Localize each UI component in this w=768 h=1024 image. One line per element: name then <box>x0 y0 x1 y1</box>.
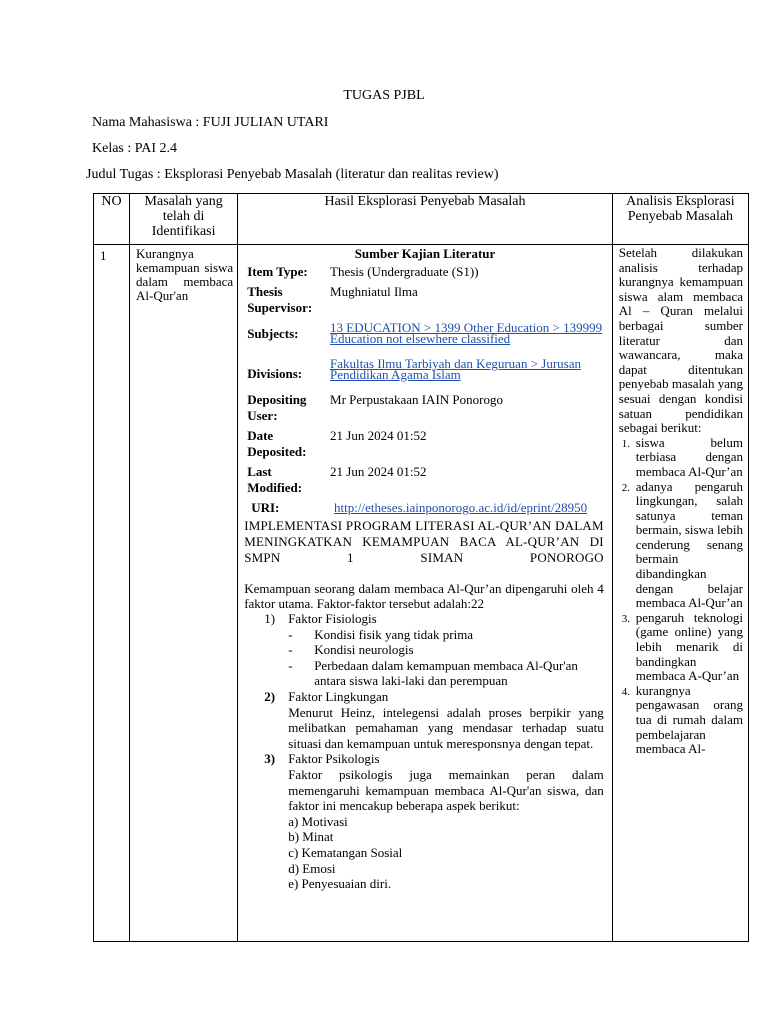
class-label: Kelas : PAI 2.4 <box>92 141 178 156</box>
meta-value-cell <box>330 320 612 356</box>
meta-row <box>247 500 612 518</box>
list-item: e) Penyesuaian diri. <box>288 876 392 892</box>
masalah-text: Kurangnya kemampuan siswa dalam membaca Al-Qur'an <box>136 246 234 303</box>
meta-value-cell <box>330 356 612 392</box>
meta-key: URI: <box>251 500 280 515</box>
repository-metadata <box>247 264 612 518</box>
meta-key: Date Deposited: <box>247 428 307 459</box>
meta-value: Thesis (Undergraduate (S1)) <box>330 264 479 279</box>
list-item: - Kondisi neurologis <box>288 642 414 658</box>
faktor-1-list <box>238 627 612 689</box>
divisions-link[interactable]: Fakultas Ilmu Tarbiyah dan Keguruan > Jurusan Pendidikan Agama Islam <box>330 356 581 382</box>
list-item: 4. kurangnya pengawasan orang tua di rumah dalam pembelajaran membaca Al- <box>633 684 743 757</box>
hasil-cell <box>238 245 613 942</box>
student-name: Nama Mahasiswa : FUJI JULIAN UTARI <box>92 115 329 130</box>
faktor-title: Faktor Fisiologis <box>288 611 377 626</box>
meta-value: 21 Jun 2024 01:52 <box>330 428 427 443</box>
meta-row <box>247 284 612 320</box>
list-item-text: Kondisi neurologis <box>314 642 414 658</box>
intro-paragraph: Kemampuan seorang dalam membaca Al-Qur’an dipengaruhi oleh 4 faktor utama. Faktor-faktor tersebut adalah:22 <box>244 581 604 611</box>
faktor-number: 1) <box>264 611 276 626</box>
faktor-2-text: Menurut Heinz, intelegensi adalah proses berpikir yang melibatkan pemahaman yang mendasar terhadap suatu situasi dan kemampuan untuk meresponsnya dengan tepat. <box>288 704 604 751</box>
list-item: 3. pengaruh teknologi (game online) yang lebih menarik di bandingkan membaca A-Qur’an <box>633 611 743 684</box>
header-hasil: Hasil Eksplorasi Penyebab Masalah <box>238 194 613 245</box>
meta-key: Item Type: <box>247 264 308 279</box>
faktor-title: Faktor Lingkungan <box>288 688 389 704</box>
meta-row <box>247 264 612 284</box>
faktor-3 <box>238 751 612 767</box>
list-item: - Perbedaan dalam kemampuan membaca Al-Qur'an antara siswa laki-laki dan perempuan <box>288 658 612 689</box>
meta-value: Mr Perpustakaan IAIN Ponorogo <box>330 392 503 407</box>
analisis-content <box>613 245 748 757</box>
analisis-list <box>619 436 743 757</box>
faktor-3-text: Faktor psikologis juga memainkan peran dalam memengaruhi kemampuan membaca Al-Qur'an siswa, dan faktor ini mencakup beberapa aspek berikut: <box>288 766 604 814</box>
page-title: TUGAS PJBL <box>343 88 425 103</box>
header-no: NO <box>94 194 130 245</box>
list-item-text: Kondisi fisik yang tidak prima <box>314 626 474 642</box>
meta-row <box>247 464 612 500</box>
faktor-number: 3) <box>264 751 276 767</box>
row-number-cell <box>94 245 130 942</box>
list-item: 1. siswa belum terbiasa dengan membaca Al-Qur’an <box>633 436 743 480</box>
list-item: a) Motivasi <box>288 813 348 829</box>
meta-key: Subjects: <box>247 326 299 341</box>
meta-key: Divisions: <box>247 366 303 381</box>
list-item: d) Emosi <box>288 860 336 876</box>
analisis-cell <box>612 245 748 942</box>
thesis-title: IMPLEMENTASI PROGRAM LITERASI AL-QUR’AN DALAM MENINGKATKAN KEMAMPUAN BACA AL-QUR’AN DI SMPN 1 SIMAN PONOROGO <box>244 518 604 565</box>
meta-row <box>247 320 612 356</box>
meta-key: Thesis Supervisor: <box>247 284 313 315</box>
meta-value-cell <box>330 500 612 518</box>
faktor-2 <box>238 689 612 705</box>
row-number: 1 <box>100 248 107 263</box>
meta-row <box>247 392 612 428</box>
list-item: 2. adanya pengaruh lingkungan, salah satunya teman bermain, siswa lebih cenderung senang bermain dibandingkan dengan belajar membaca Al-Qur’an <box>633 480 743 611</box>
list-item: b) Minat <box>288 829 334 845</box>
assignment-title: Judul Tugas : Eksplorasi Penyebab Masalah (literatur dan realitas review) <box>86 167 499 182</box>
header-analisis: Analisis Eksplorasi Penyebab Masalah <box>612 194 748 245</box>
faktor-3-list <box>238 814 612 892</box>
analisis-intro: Setelah dilakukan analisis terhadap kurangnya kemampuan siswa alam membaca Al – Quran melalui berbagai sumber literatur dan wawancara, maka dapat ditentukan penyebab masalah yang sesuai dengan kondisi satuan pendidikan sebagai berikut: <box>618 245 743 436</box>
meta-key: Depositing User: <box>247 392 307 423</box>
list-item: - Kondisi fisik yang tidak prima <box>288 626 474 642</box>
meta-value: 21 Jun 2024 01:52 <box>330 464 427 479</box>
meta-row <box>247 428 612 464</box>
faktor-1 <box>238 611 612 627</box>
table-header-row <box>94 194 749 245</box>
meta-key: Last Modified: <box>247 464 303 495</box>
meta-row <box>247 356 612 392</box>
exploration-table <box>93 193 749 942</box>
list-item: c) Kematangan Sosial <box>288 844 403 860</box>
list-item-text: Perbedaan dalam kemampuan membaca Al-Qur'an antara siswa laki-laki dan perempuan <box>314 657 578 689</box>
header-masalah: Masalah yang telah di Identifikasi <box>130 194 238 245</box>
faktor-title: Faktor Psikologis <box>288 751 380 767</box>
literatur-heading: Sumber Kajian Literatur <box>354 246 496 261</box>
subjects-link[interactable]: 13 EDUCATION > 1399 Other Education > 139999 Education not elsewhere classified <box>330 320 603 346</box>
table-row <box>94 245 749 942</box>
uri-link[interactable]: http://etheses.iainponorogo.ac.id/id/eprint/28950 <box>334 500 588 515</box>
masalah-cell <box>130 245 238 942</box>
meta-value: Mughniatul Ilma <box>330 284 418 299</box>
faktor-number: 2) <box>264 688 276 704</box>
